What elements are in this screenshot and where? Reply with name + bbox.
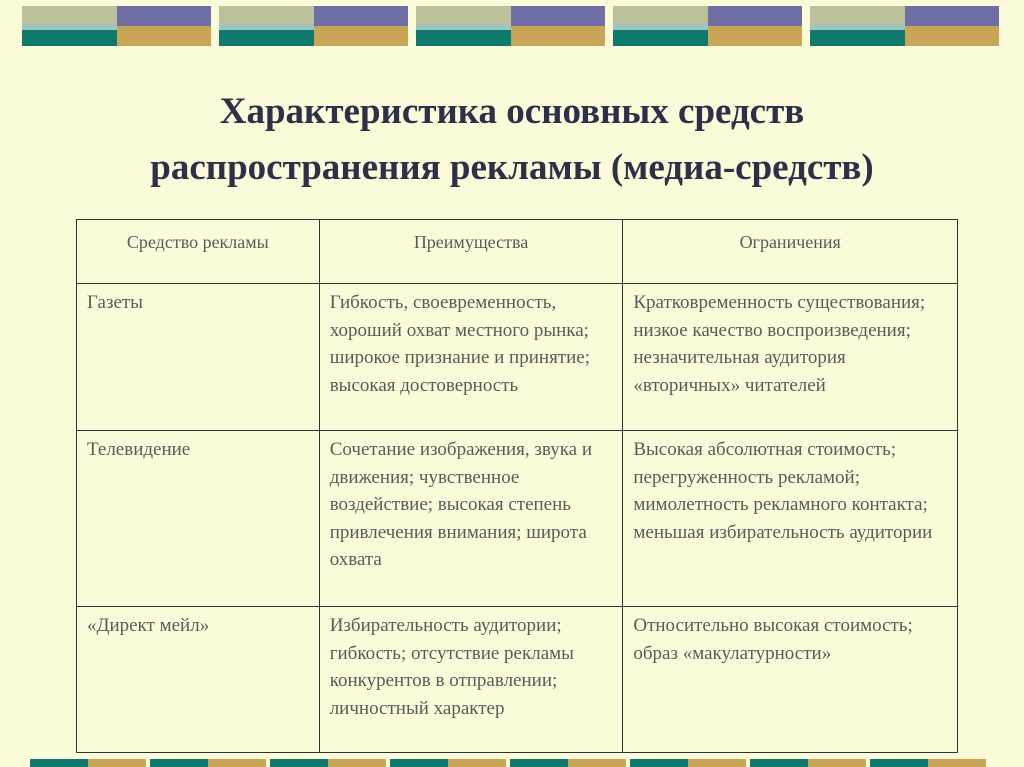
slide-title-line-1: Характеристика основных средств: [219, 91, 805, 132]
decorative-block: [219, 6, 408, 46]
cell-medium: Газеты: [77, 284, 320, 431]
cell-limitations: Высокая абсолютная стоимость; перегруженность рекламой; мимолетность рекламного контакта; меньшая избирательность аудитории: [623, 431, 958, 607]
cell-advantages: Избирательность аудитории; гибкость; отсутствие рекламы конкурентов в отправлении; личностный характер: [319, 607, 623, 753]
decorative-block: [613, 6, 802, 46]
cell-limitations: Относительно высокая стоимость; образ «макулатурности»: [623, 607, 958, 753]
cell-limitations: Кратковременность существования; низкое качество воспроизведения; незначительная аудитория «вторичных» читателей: [623, 284, 958, 431]
table-row: [77, 284, 958, 431]
column-header-medium: Средство рекламы: [77, 220, 320, 284]
table-row: [77, 607, 958, 753]
table-header-row: [77, 220, 958, 284]
media-comparison-table: [76, 219, 958, 753]
column-header-limitations: Ограничения: [623, 220, 958, 284]
cell-medium: Телевидение: [77, 431, 320, 607]
decorative-block: [22, 6, 211, 46]
cell-medium: «Директ мейл»: [77, 607, 320, 753]
top-decorative-band: [0, 6, 1024, 46]
decorative-block: [810, 6, 999, 46]
bottom-decorative-band: [0, 759, 1024, 767]
cell-advantages: Сочетание изображения, звука и движения; чувственное воздействие; высокая степень привлечения внимания; широта охвата: [319, 431, 623, 607]
slide-title-line-2: распространения рекламы (медиа-средств): [150, 147, 874, 188]
decorative-block: [416, 6, 605, 46]
slide-title: [60, 84, 964, 196]
table-row: [77, 431, 958, 607]
column-header-advantages: Преимущества: [319, 220, 623, 284]
cell-advantages: Гибкость, своевременность, хороший охват местного рынка; широкое признание и принятие; высокая достоверность: [319, 284, 623, 431]
